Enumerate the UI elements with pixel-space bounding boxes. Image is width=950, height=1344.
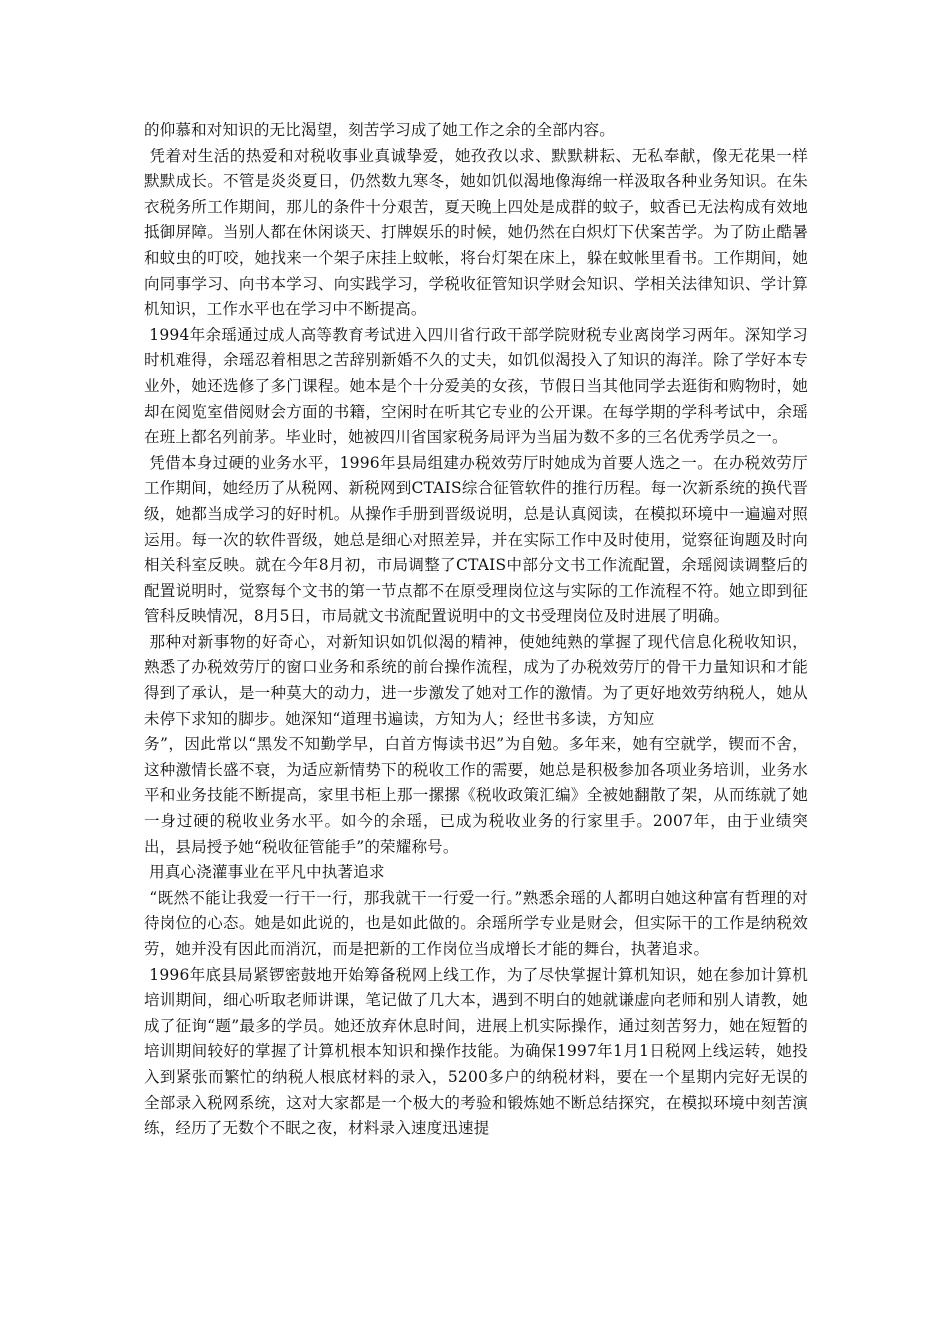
section-heading: 用真心浇灌事业在平凡中执著追求 — [144, 863, 385, 882]
paragraph-1: 的仰慕和对知识的无比渴望，刻苦学习成了她工作之余的全部内容。 — [144, 121, 616, 139]
paragraph-6: 务”，因此常以“黑发不知勤学早，白首方悔读书迟”为自勉。多年来，她有空就学，锲而不舍，这种激情长盛不衰，为适应新情势下的税收工作的需要，她总是积极参加各项业务培训，业务水平和业务技能不断提高，家里书柜上那一摞摞《税收政策汇编》全被她翻散了架，从而练就了她一身过硬的税收业务水平。如今的余瑶，已成为税收业务的行家里手。2007年，由于业绩突出，县局授予她“税收征管能手”的荣耀称号。 — [144, 735, 808, 856]
paragraph-4: 凭借本身过硬的业务水平，1996年县局组建办税效劳厅时她成为首要人选之一。在办税效劳厅工作期间，她经历了从税网、新税网到CTAIS综合征管软件的推行历程。每一次新系统的换代晋级，她都当成学习的好时机。从操作手册到晋级说明，总是认真阅读，在模拟环境中一遍遍对照运用。每一次的软件晋级，她总是细心对照差异，并在实际工作中及时使用，觉察征询题及时向相关科室反映。就在今年8月初，市局调整了CTAIS中部分文书工作流配置，余瑶阅读调整后的配置说明时，觉察每个文书的第一节点都不在原受理岗位这与实际的工作流程不符。她立即到征管科反映情况，8月5日，市局就文书流配置说明中的文书受理岗位及时进展了明确。 — [144, 453, 808, 626]
paragraph-7: “既然不能让我爱一行干一行，那我就干一行爱一行。”熟悉余瑶的人都明白她这种富有哲理的对待岗位的心态。她是如此说的，也是如此做的。余瑶所学专业是财会，但实际干的工作是纳税效劳，她并没有因此而消沉，而是把新的工作岗位当成增长才能的舞台，执著追求。 — [144, 888, 808, 958]
document-body — [144, 118, 808, 1142]
paragraph-3: 1994年余瑶通过成人高等教育考试进入四川省行政干部学院财税专业离岗学习两年。深知学习时机难得，余瑶忍着相思之苦辞别新婚不久的丈夫，如饥似渴投入了知识的海洋。除了学好本专业外，她还选修了多门课程。她本是个十分爱美的女孩，节假日当其他同学去逛街和购物时，她却在阅览室借阅财会方面的书籍，空闲时在听其它专业的公开课。在每学期的学科考试中，余瑶在班上都名列前茅。毕业时，她被四川省国家税务局评为当届为数不多的三名优秀学员之一。 — [144, 325, 808, 447]
paragraph-5: 那种对新事物的好奇心，对新知识如饥似渴的精神，使她纯熟的掌握了现代信息化税收知识，熟悉了办税效劳厅的窗口业务和系统的前台操作流程，成为了办税效劳厅的骨干力量知识和才能得到了承认，是一种莫大的动力，进一步激发了她对工作的激情。为了更好地效劳纳税人，她从未停下求知的脚步。她深知“道理书遍读，方知为人；经世书多读，方知应 — [144, 632, 808, 728]
paragraph-2: 凭着对生活的热爱和对税收事业真诚挚爱，她孜孜以求、默默耕耘、无私奉献，像无花果一样默默成长。不管是炎炎夏日，仍然数九寒冬，她如饥似渴地像海绵一样汲取各种业务知识。在朱衣税务所工作期间，那儿的条件十分艰苦，夏天晚上四处是成群的蚊子，蚊香已无法构成有效地抵御屏障。当别人都在休闲谈天、打牌娱乐的时候，她仍然在白炽灯下伏案苦学。为了防止酷暑和蚊虫的叮咬，她找来一个架子床挂上蚊帐，将台灯架在床上，躲在蚊帐里看书。工作期间，她向同事学习、向书本学习、向实践学习，学税收征管知识学财会知识、学相关法律知识、学计算机知识，工作水平也在学习中不断提高。 — [144, 146, 808, 319]
paragraph-8: 1996年底县局紧锣密鼓地开始筹备税网上线工作，为了尽快掌握计算机知识，她在参加计算机培训期间，细心听取老师讲课，笔记做了几大本，遇到不明白的她就谦虚向老师和别人请教，她成了征询“题”最多的学员。她还放弃休息时间，进展上机实际操作，通过刻苦努力，她在短暂的培训期间较好的掌握了计算机根本知识和操作技能。为确保1997年1月1日税网上线运转，她投入到紧张而繁忙的纳税人根底材料的录入，5200多户的纳税材料，要在一个星期内完好无误的全部录入税网系统，这对大家都是一个极大的考验和锻炼她不断总结探究，在模拟环境中刻苦演练，经历了无数个不眠之夜，材料录入速度迅速提 — [144, 965, 808, 1138]
